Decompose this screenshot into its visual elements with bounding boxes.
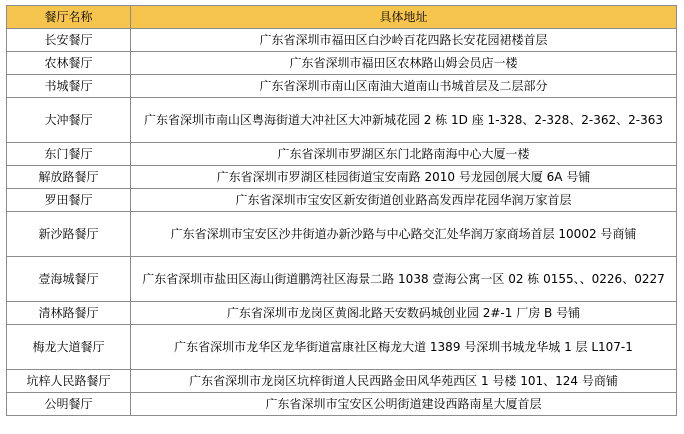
table-row [7, 212, 677, 257]
restaurant-name-cell: 新沙路餐厅 [7, 212, 131, 257]
restaurant-name-cell: 罗田餐厅 [7, 189, 131, 212]
address-cell: 广东省深圳市宝安区新安街道创业路高发西岸花园华润万家首层 [131, 189, 677, 212]
address-cell: 广东省深圳市盐田区海山街道鹏湾社区海景二路 1038 壹海公寓一区 02 栋 0155、、0226、0227 [131, 257, 677, 302]
address-cell: 广东省深圳市南山区南油大道南山书城首层及二层部分 [131, 75, 677, 98]
table-header-row [7, 6, 677, 29]
header-restaurant-name: 餐厅名称 [7, 6, 131, 29]
table-row [7, 370, 677, 393]
table-row [7, 325, 677, 370]
address-cell: 广东省深圳市龙岗区坑梓街道人民西路金田风华苑西区 1 号楼 101、124 号商铺 [131, 370, 677, 393]
address-cell: 广东省深圳市宝安区沙井街道办新沙路与中心路交汇处华润万家商场首层 10002 号商铺 [131, 212, 677, 257]
table-row [7, 189, 677, 212]
table-row [7, 52, 677, 75]
restaurant-name-cell: 长安餐厅 [7, 29, 131, 52]
restaurant-name-cell: 壹海城餐厅 [7, 257, 131, 302]
restaurant-name-cell: 清林路餐厅 [7, 302, 131, 325]
restaurant-address-table [6, 5, 677, 416]
restaurant-name-cell: 东门餐厅 [7, 143, 131, 166]
table-row [7, 302, 677, 325]
table-row [7, 257, 677, 302]
header-address: 具体地址 [131, 6, 677, 29]
table-row [7, 29, 677, 52]
restaurant-name-cell: 梅龙大道餐厅 [7, 325, 131, 370]
table-row [7, 143, 677, 166]
restaurant-name-cell: 大冲餐厅 [7, 98, 131, 143]
table-row [7, 98, 677, 143]
address-cell: 广东省深圳市南山区粤海街道大冲社区大冲新城花园 2 栋 1D 座 1-328、2-328、2-362、2-363 [131, 98, 677, 143]
address-cell: 广东省深圳市罗湖区桂园街道宝安南路 2010 号龙园创展大厦 6A 号铺 [131, 166, 677, 189]
address-cell: 广东省深圳市罗湖区东门北路南海中心大厦一楼 [131, 143, 677, 166]
restaurant-name-cell: 书城餐厅 [7, 75, 131, 98]
restaurant-name-cell: 公明餐厅 [7, 393, 131, 416]
address-cell: 广东省深圳市龙华区龙华街道富康社区梅龙大道 1389 号深圳书城龙华城 1 层 L107-1 [131, 325, 677, 370]
address-cell: 广东省深圳市龙岗区黄阁北路天安数码城创业园 2#-1 厂房 B 号铺 [131, 302, 677, 325]
restaurant-address-table-container [6, 5, 676, 416]
restaurant-name-cell: 农林餐厅 [7, 52, 131, 75]
restaurant-name-cell: 坑梓人民路餐厅 [7, 370, 131, 393]
address-cell: 广东省深圳市宝安区公明街道建设西路南星大厦首层 [131, 393, 677, 416]
table-row [7, 75, 677, 98]
table-row [7, 166, 677, 189]
restaurant-name-cell: 解放路餐厅 [7, 166, 131, 189]
table-row [7, 393, 677, 416]
address-cell: 广东省深圳市福田区白沙岭百花四路长安花园裙楼首层 [131, 29, 677, 52]
address-cell: 广东省深圳市福田区农林路山姆会员店一楼 [131, 52, 677, 75]
